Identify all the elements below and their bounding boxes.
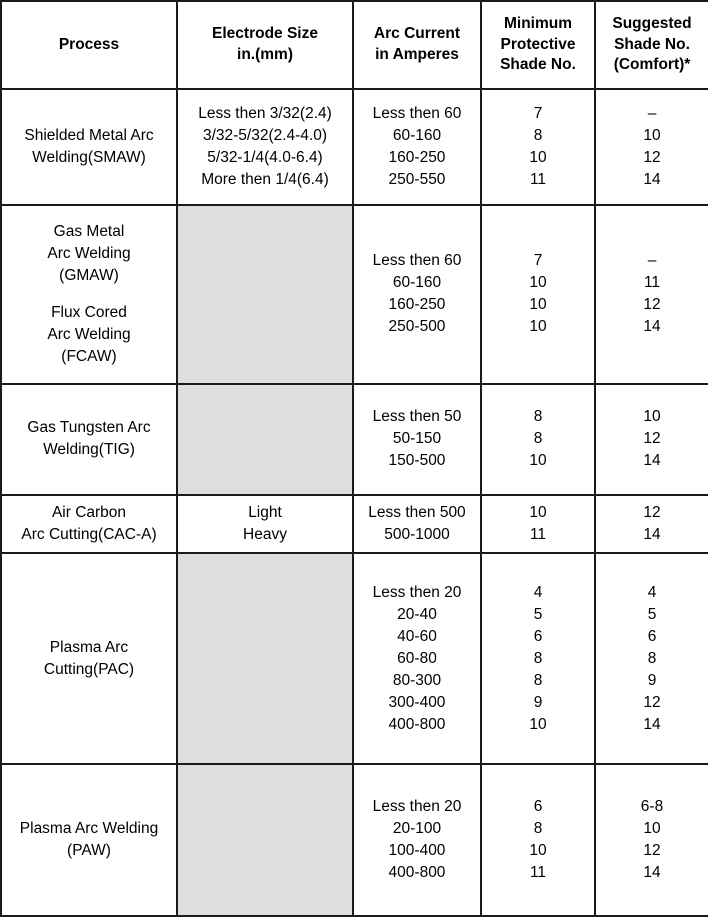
minshade-value: 8 <box>533 408 543 426</box>
column-header-minimum-protective-shade <box>481 1 595 89</box>
suggested-stack <box>599 250 705 338</box>
table-body <box>1 89 708 916</box>
minshade-value: 6 <box>533 627 543 645</box>
suggested-value: 12 <box>643 503 661 521</box>
table-row <box>1 384 708 495</box>
minshade-value: 5 <box>533 605 543 623</box>
header-line: Electrode Size <box>212 25 318 43</box>
current-value: Less then 20 <box>372 583 462 601</box>
process-label: Gas Metal <box>53 222 125 240</box>
electrode-value: 5/32-1/4(4.0-6.4) <box>207 149 323 166</box>
current-stack <box>357 796 477 884</box>
cell-process <box>1 553 177 764</box>
cell-process <box>1 764 177 916</box>
current-value: 500-1000 <box>384 525 450 543</box>
suggested-value: 14 <box>643 525 661 543</box>
suggested-stack <box>599 796 705 884</box>
current-value: Less then 60 <box>372 252 462 270</box>
suggested-stack <box>599 406 705 472</box>
minshade-value: 10 <box>529 296 547 314</box>
cell-electrode <box>177 553 353 764</box>
cell-suggested <box>595 553 708 764</box>
cell-electrode <box>177 495 353 553</box>
current-value: 400-800 <box>388 715 446 733</box>
cell-suggested <box>595 205 708 384</box>
suggested-value: 10 <box>643 820 661 837</box>
minshade-value: 10 <box>529 715 547 733</box>
suggested-value: 12 <box>643 693 661 711</box>
minshade-value: 8 <box>533 430 543 448</box>
current-stack <box>357 502 477 546</box>
suggested-stack <box>599 103 705 191</box>
cell-minshade <box>481 764 595 916</box>
minshade-stack <box>485 582 591 736</box>
process-label: Arc Welding <box>47 325 131 343</box>
electrode-stack <box>181 502 349 546</box>
minshade-value: 7 <box>533 252 543 270</box>
current-value: 150-500 <box>388 452 446 470</box>
process-stack <box>5 221 173 368</box>
cell-current <box>353 384 481 495</box>
current-value: 100-400 <box>388 842 446 859</box>
minshade-value: 10 <box>529 503 547 521</box>
current-stack <box>357 406 477 472</box>
current-value: 160-250 <box>388 296 446 314</box>
cell-current <box>353 89 481 205</box>
suggested-value: 6 <box>647 627 657 645</box>
process-label: (PAW) <box>67 842 111 859</box>
cell-current <box>353 764 481 916</box>
electrode-stack <box>181 103 349 191</box>
cell-suggested <box>595 495 708 553</box>
cell-electrode <box>177 89 353 205</box>
minshade-stack <box>485 796 591 884</box>
suggested-value: 8 <box>647 649 657 667</box>
current-value: 40-60 <box>397 627 437 645</box>
suggested-value: 10 <box>643 408 661 426</box>
minshade-value: 11 <box>529 525 547 543</box>
minshade-value: 7 <box>533 105 543 122</box>
process-stack <box>5 637 173 681</box>
table-row <box>1 89 708 205</box>
table-row <box>1 764 708 916</box>
cell-minshade <box>481 89 595 205</box>
current-value: 300-400 <box>388 693 446 711</box>
header-line: Shade No. <box>500 56 576 74</box>
minshade-value: 4 <box>533 583 543 601</box>
table-row <box>1 495 708 553</box>
suggested-value: – <box>647 252 657 270</box>
cell-electrode <box>177 764 353 916</box>
header-line: Suggested <box>612 14 692 32</box>
cell-minshade <box>481 553 595 764</box>
header-line: Protective <box>500 35 576 53</box>
minshade-value: 9 <box>533 693 543 711</box>
current-value: 60-80 <box>397 649 437 667</box>
cell-current <box>353 553 481 764</box>
current-value: Less then 500 <box>368 503 466 521</box>
cell-minshade <box>481 205 595 384</box>
minshade-value: 10 <box>529 318 547 336</box>
current-stack <box>357 250 477 338</box>
column-header-process <box>1 1 177 89</box>
current-value: 50-150 <box>392 430 442 448</box>
current-value: 400-800 <box>388 864 446 881</box>
current-value: 20-100 <box>392 820 442 837</box>
cell-minshade <box>481 384 595 495</box>
column-header-suggested-shade-comfort <box>595 1 708 89</box>
header-row <box>1 1 708 89</box>
minshade-value: 10 <box>529 274 547 292</box>
minshade-stack <box>485 406 591 472</box>
process-label: Shielded Metal Arc <box>24 127 154 144</box>
minshade-value: 6 <box>533 798 543 815</box>
header-line: in Amperes <box>375 46 459 63</box>
minshade-stack <box>485 502 591 546</box>
current-value: Less then 60 <box>372 105 462 122</box>
process-label: Flux Cored <box>51 303 127 321</box>
suggested-value: 12 <box>643 842 661 859</box>
minshade-value: 10 <box>529 452 547 470</box>
cell-suggested <box>595 89 708 205</box>
minshade-value: 8 <box>533 671 543 689</box>
suggested-value: 11 <box>643 274 661 292</box>
table-row <box>1 205 708 384</box>
minshade-value: 8 <box>533 127 543 144</box>
electrode-value: More then 1/4(6.4) <box>201 171 329 188</box>
process-label: Arc Cutting(CAC-A) <box>21 525 157 543</box>
minshade-value: 10 <box>529 842 547 859</box>
current-value: Less then 50 <box>372 408 462 426</box>
current-value: 60-160 <box>392 127 442 144</box>
suggested-value: 6-8 <box>640 798 664 815</box>
minshade-stack <box>485 250 591 338</box>
current-value: 160-250 <box>388 149 446 166</box>
suggested-value: 14 <box>643 864 661 881</box>
suggested-value: 4 <box>647 583 657 601</box>
minshade-value: 8 <box>533 820 543 837</box>
table-header <box>1 1 708 89</box>
suggested-value: 12 <box>643 296 661 314</box>
process-stack <box>5 502 173 546</box>
process-label: Air Carbon <box>51 503 127 521</box>
minshade-stack <box>485 103 591 191</box>
header-line: (Comfort)* <box>613 56 691 74</box>
suggested-value: – <box>647 105 657 122</box>
current-value: 60-160 <box>392 274 442 292</box>
table-row <box>1 553 708 764</box>
cell-process <box>1 495 177 553</box>
header-line: Minimum <box>503 14 573 32</box>
header-line: in.(mm) <box>237 46 293 63</box>
cell-process <box>1 205 177 384</box>
process-label: (FCAW) <box>61 347 117 365</box>
header-line: Shade No. <box>614 35 690 53</box>
process-label: (GMAW) <box>59 266 119 284</box>
electrode-value: 3/32-5/32(2.4-4.0) <box>202 127 328 144</box>
cell-process <box>1 89 177 205</box>
suggested-stack <box>599 582 705 736</box>
process-label: Arc Welding <box>47 244 131 262</box>
cell-minshade <box>481 495 595 553</box>
cell-electrode <box>177 384 353 495</box>
suggested-value: 14 <box>643 452 661 470</box>
process-label: Cutting(PAC) <box>43 660 135 678</box>
header-line: Arc Current <box>373 25 461 43</box>
process-label: Plasma Arc <box>49 638 129 656</box>
electrode-value: Heavy <box>243 525 287 543</box>
cell-suggested <box>595 764 708 916</box>
suggested-value: 12 <box>643 430 661 448</box>
process-stack <box>5 417 173 461</box>
cell-process <box>1 384 177 495</box>
column-header-arc-current <box>353 1 481 89</box>
suggested-value: 5 <box>647 605 657 623</box>
current-value: Less then 20 <box>372 798 462 815</box>
suggested-value: 14 <box>643 715 661 733</box>
process-stack <box>5 818 173 862</box>
process-spacer <box>5 287 173 302</box>
process-label: Welding(SMAW) <box>32 149 146 166</box>
suggested-value: 10 <box>643 127 661 144</box>
minshade-value: 11 <box>529 171 547 188</box>
cell-current <box>353 495 481 553</box>
suggested-stack <box>599 502 705 546</box>
suggested-value: 14 <box>643 318 661 336</box>
column-header-electrode-size <box>177 1 353 89</box>
minshade-value: 11 <box>529 864 547 881</box>
process-label: Plasma Arc Welding <box>19 820 159 837</box>
header-line: Process <box>58 35 120 53</box>
suggested-value: 12 <box>643 149 661 166</box>
process-stack <box>5 125 173 169</box>
electrode-value: Light <box>248 503 282 521</box>
current-stack <box>357 582 477 736</box>
cell-electrode <box>177 205 353 384</box>
current-stack <box>357 103 477 191</box>
cell-suggested <box>595 384 708 495</box>
minshade-value: 10 <box>529 149 547 166</box>
minshade-value: 8 <box>533 649 543 667</box>
process-label: Gas Tungsten Arc <box>27 419 151 437</box>
current-value: 20-40 <box>397 605 437 623</box>
cell-current <box>353 205 481 384</box>
current-value: 250-500 <box>388 318 446 336</box>
current-value: 80-300 <box>392 671 442 689</box>
current-value: 250-550 <box>388 171 446 188</box>
process-label: Welding(TIG) <box>43 441 135 459</box>
suggested-value: 9 <box>647 671 657 689</box>
electrode-value: Less then 3/32(2.4) <box>198 105 332 122</box>
suggested-value: 14 <box>643 171 661 188</box>
